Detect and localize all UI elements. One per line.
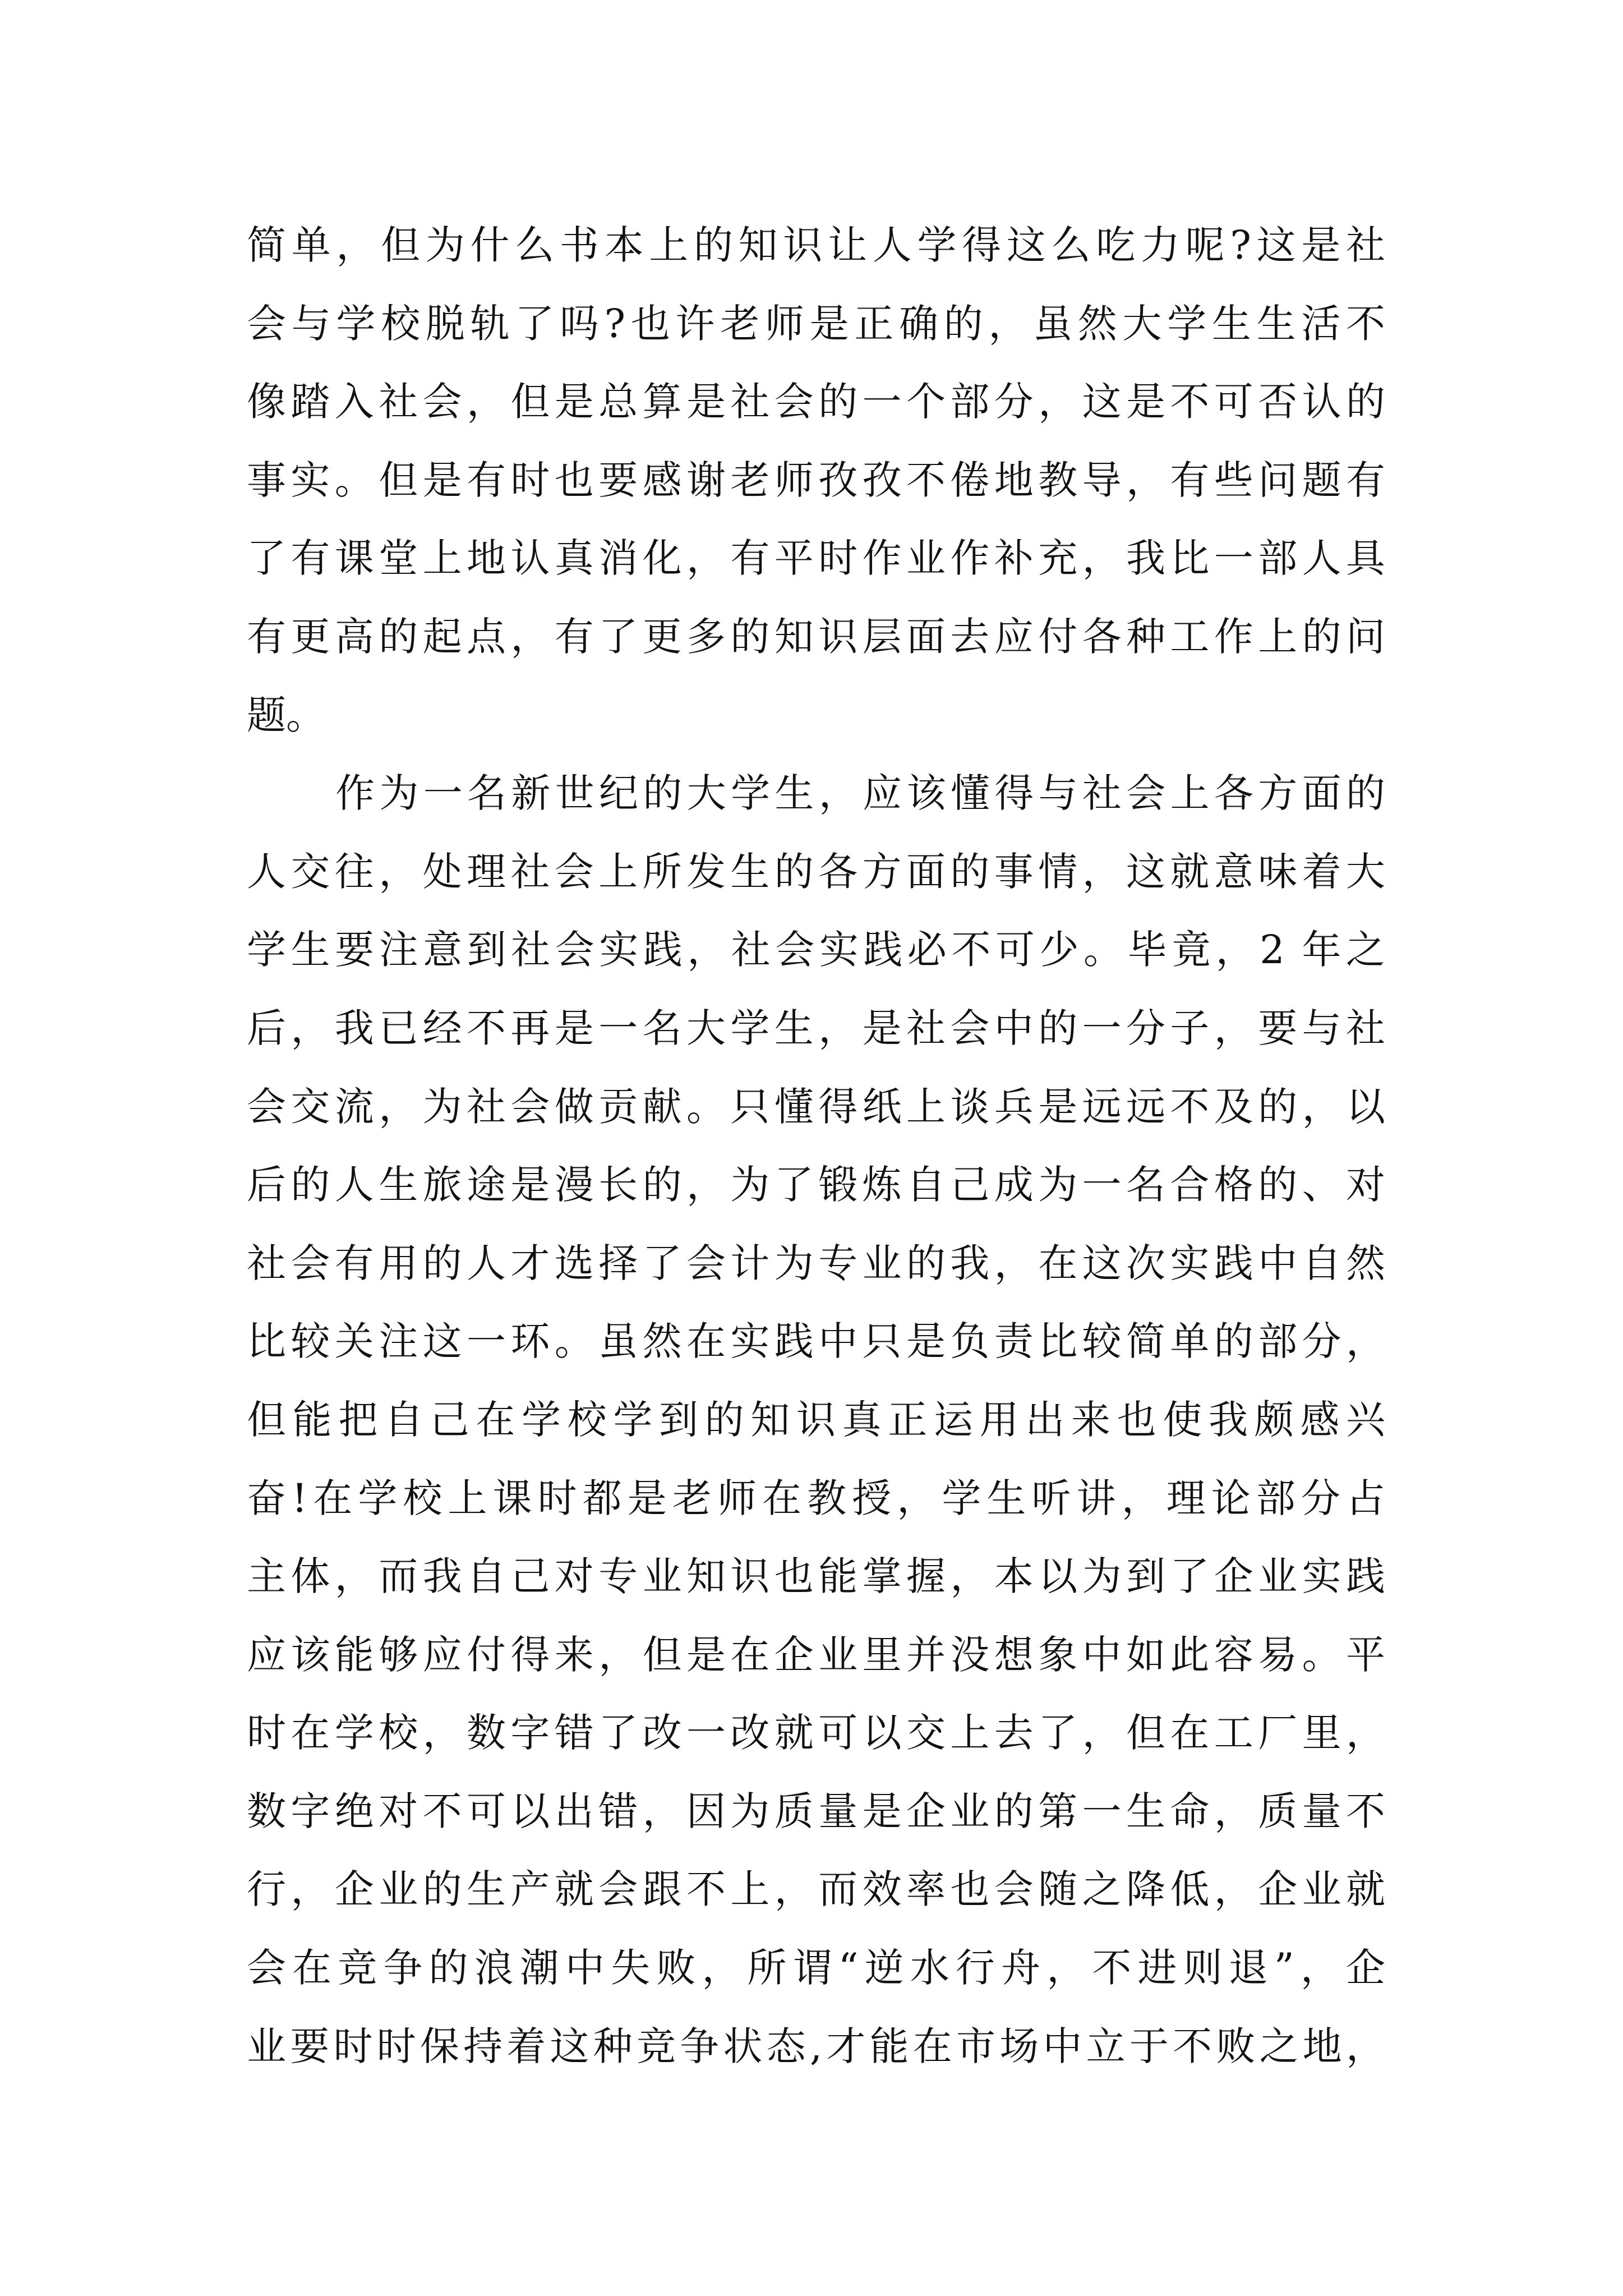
text-line — [247, 2086, 1385, 2164]
text-line: 但能把自己在学校学到的知识真正运用出来也使我颇感兴 — [247, 1396, 1385, 1443]
body-text — [247, 206, 1385, 2164]
paragraph-2 — [247, 754, 1385, 2164]
text-line: 题。 — [247, 692, 325, 738]
text-line: 人交往，处理社会上所发生的各方面的事情，这就意味着大 — [247, 848, 1385, 895]
text-line: 社会有用的人才选择了会计为专业的我，在这次实践中自然 — [247, 1240, 1385, 1286]
text-line: 后的人生旅途是漫长的，为了锻炼自己成为一名合格的、对 — [247, 1162, 1385, 1208]
text-line: 业要时时保持着这种竞争状态,才能在市场中立于不败之地， — [247, 2023, 1385, 2069]
text-line: 会交流，为社会做贡献。只懂得纸上谈兵是远远不及的，以 — [247, 1083, 1385, 1130]
text-line: 数字绝对不可以出错，因为质量是企业的第一生命，质量不 — [247, 1788, 1385, 1834]
text-line: 像踏入社会，但是总算是社会的一个部分，这是不可否认的 — [247, 379, 1385, 425]
text-line: 时在学校，数字错了改一改就可以交上去了，但在工厂里， — [247, 1710, 1385, 1756]
text-line: 主体，而我自己对专业知识也能掌握，本以为到了企业实践 — [247, 1553, 1385, 1600]
text-line: 学生要注意到社会实践，社会实践必不可少。毕竟，2 年之 — [247, 927, 1385, 973]
text-line: 行，企业的生产就会跟不上，而效率也会随之降低，企业就 — [247, 1866, 1385, 1913]
text-line: 比较关注这一环。虽然在实践中只是负责比较简单的部分， — [247, 1318, 1385, 1365]
text-line: 会与学校脱轨了吗?也许老师是正确的，虽然大学生生活不 — [247, 300, 1385, 347]
paragraph-1 — [247, 206, 1385, 754]
text-line: 有更高的起点，有了更多的知识层面去应付各种工作上的问 — [247, 613, 1385, 660]
text-line: 后，我已经不再是一名大学生，是社会中的一分子，要与社 — [247, 1005, 1385, 1051]
text-line: 简单，但为什么书本上的知识让人学得这么吃力呢?这是社 — [247, 222, 1385, 268]
text-line: 应该能够应付得来，但是在企业里并没想象中如此容易。平 — [247, 1631, 1385, 1678]
text-line: 了有课堂上地认真消化，有平时作业作补充，我比一部人具 — [247, 535, 1385, 582]
text-line: 会在竞争的浪潮中失败，所谓“逆水行舟，不进则退”，企 — [247, 1945, 1385, 1991]
text-line: 作为一名新世纪的大学生，应该懂得与社会上各方面的 — [335, 770, 1385, 817]
text-line: 事实。但是有时也要感谢老师孜孜不倦地教导，有些问题有 — [247, 457, 1385, 503]
text-line: 奋!在学校上课时都是老师在教授，学生听讲，理论部分占 — [247, 1475, 1385, 1521]
